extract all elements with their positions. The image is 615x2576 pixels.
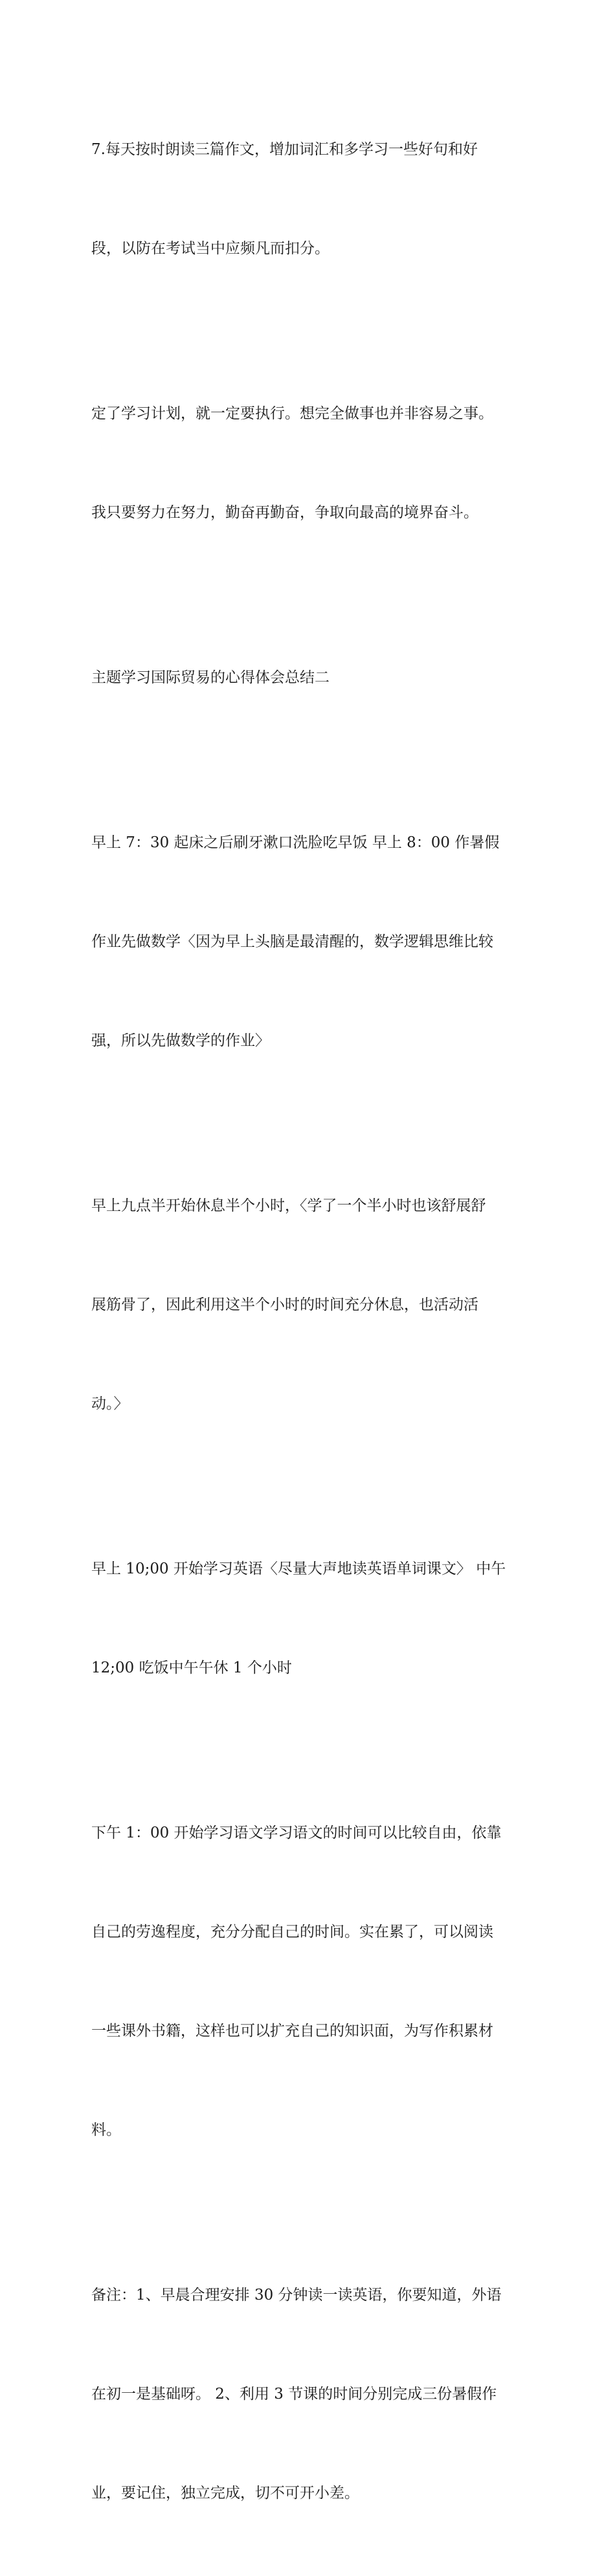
text-line: 7.每天按时朗读三篇作文，增加词汇和多学习一些好句和好: [91, 141, 478, 158]
paragraph-english-lunch: [91, 1487, 531, 1751]
document-body: [91, 67, 531, 2576]
paragraph-morning-schedule: [91, 761, 531, 1124]
text-line: 在初一是基础呀。 2、利用 3 节课的时间分别完成三份暑假作: [91, 2386, 497, 2403]
paragraph-afternoon-chinese: [91, 1751, 531, 2213]
text-line: 早上 10;00 开始学习英语〈尽量大声地读英语单词课文〉 中午: [91, 1560, 506, 1577]
text-line: 定了学习计划，就一定要执行。想完全做事也并非容易之事。: [91, 405, 493, 422]
text-line: 早上九点半开始休息半个小时，〈学了一个半小时也该舒展舒: [91, 1197, 486, 1214]
text-line: 12;00 吃饭中午午休 1 个小时: [91, 1660, 292, 1676]
paragraph-rest-break: [91, 1124, 531, 1487]
text-line: 备注：1、早晨合理安排 30 分钟读一读英语，你要知道，外语: [91, 2287, 502, 2304]
text-line: 展筋骨了，因此利用这半个小时的时间充分休息，也活动活: [91, 1296, 478, 1313]
paragraph-study-tip-7: [91, 67, 531, 331]
text-line: 业，要记住，独立完成，切不可开小差。: [91, 2485, 359, 2502]
text-line: 一些课外书籍，这样也可以扩充自己的知识面，为写作积累材: [91, 2023, 493, 2039]
paragraph-notes: [91, 2213, 531, 2576]
text-line: 段，以防在考试当中应频凡而扣分。: [91, 240, 330, 257]
text-line: 强，所以先做数学的作业〉: [91, 1032, 270, 1049]
text-line: 我只要努力在努力，勤奋再勤奋，争取向最高的境界奋斗。: [91, 504, 478, 521]
heading-line: 主题学习国际贸易的心得体会总结二: [91, 669, 330, 686]
text-line: 下午 1：00 开始学习语文学习语文的时间可以比较自由，依靠: [91, 1825, 502, 1841]
paragraph-execute-plan: [91, 331, 531, 595]
text-line: 料。: [91, 2122, 121, 2138]
text-line: 作业先做数学〈因为早上头脑是最清醒的，数学逻辑思维比较: [91, 933, 493, 950]
text-line: 动。〉: [91, 1395, 129, 1412]
text-line: 早上 7：30 起床之后刷牙漱口洗脸吃早饭 早上 8：00 作暑假: [91, 834, 500, 851]
section-heading: [91, 595, 531, 761]
text-line: 自己的劳逸程度，充分分配自己的时间。实在累了，可以阅读: [91, 1924, 493, 1940]
